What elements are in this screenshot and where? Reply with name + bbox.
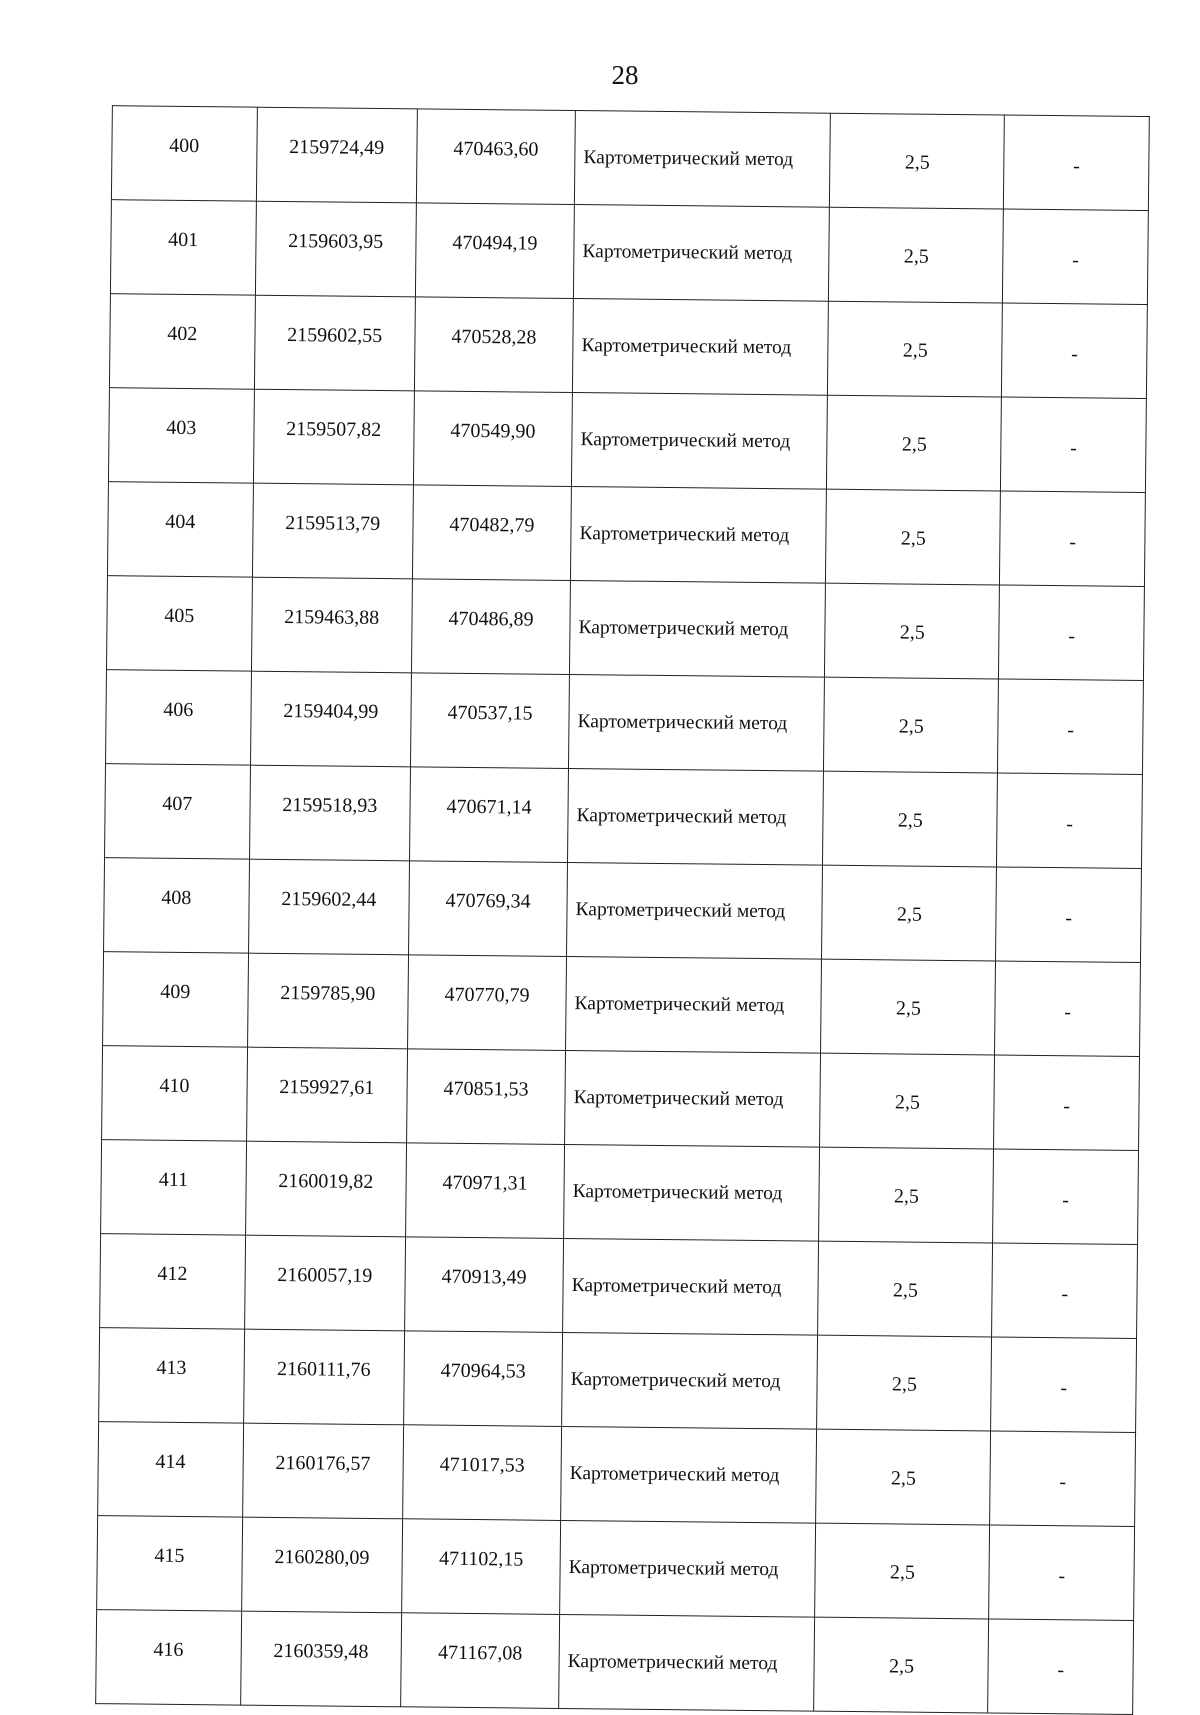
note-cell: - [992,1243,1138,1339]
note-cell: - [996,867,1142,963]
method-cell: Картометрический метод [572,393,828,490]
method-cell: Картометрический метод [566,956,822,1053]
accuracy-cell: 2,5 [824,677,999,773]
table-row [109,294,1147,399]
point-number-cell: 402 [109,294,254,390]
note-cell: - [989,1525,1135,1621]
x-coordinate-cell: 2160359,48 [240,1611,401,1707]
note-cell: - [1001,397,1147,493]
accuracy-cell: 2,5 [819,1147,994,1243]
method-cell: Картометрический метод [573,205,829,302]
point-number-cell: 404 [107,482,252,578]
y-coordinate-cell: 470913,49 [404,1237,563,1333]
accuracy-cell: 2,5 [828,301,1003,397]
method-cell: Картометрический метод [570,581,826,678]
method-cell: Картометрический метод [562,1332,818,1429]
coordinates-table [95,105,1150,1715]
table-row [98,1422,1136,1527]
accuracy-cell: 2,5 [817,1335,992,1431]
y-coordinate-cell: 470964,53 [403,1331,562,1427]
table-row [99,1328,1137,1433]
x-coordinate-cell: 2159724,49 [256,107,417,203]
x-coordinate-cell: 2159507,82 [253,389,414,485]
x-coordinate-cell: 2159603,95 [255,201,416,297]
y-coordinate-cell: 470769,34 [408,861,567,957]
method-cell: Картометрический метод [571,487,827,584]
accuracy-cell: 2,5 [825,583,1000,679]
method-cell: Картометрический метод [574,111,830,208]
y-coordinate-cell: 470482,79 [412,485,571,581]
point-number-cell: 403 [108,388,253,484]
x-coordinate-cell: 2159602,55 [254,295,415,391]
table-row [110,200,1148,305]
point-number-cell: 413 [99,1328,244,1424]
method-cell: Картометрический метод [569,675,825,772]
x-coordinate-cell: 2159602,44 [248,859,409,955]
method-cell: Картометрический метод [573,299,829,396]
note-cell: - [991,1337,1137,1433]
y-coordinate-cell: 470486,89 [411,579,570,675]
accuracy-cell: 2,5 [829,207,1004,303]
x-coordinate-cell: 2159518,93 [249,765,410,861]
y-coordinate-cell: 470549,90 [413,391,572,487]
table-row [97,1516,1135,1621]
accuracy-cell: 2,5 [820,1053,995,1149]
accuracy-cell: 2,5 [814,1617,989,1713]
point-number-cell: 400 [111,106,256,202]
method-cell: Картометрический метод [560,1520,816,1617]
table-row [100,1234,1138,1339]
y-coordinate-cell: 470463,60 [416,109,575,205]
y-coordinate-cell: 470851,53 [406,1049,565,1145]
accuracy-cell: 2,5 [815,1523,990,1619]
point-number-cell: 416 [96,1610,241,1706]
x-coordinate-cell: 2160057,19 [244,1235,405,1331]
point-number-cell: 409 [103,952,248,1048]
table-row [101,1140,1139,1245]
table-row [107,482,1145,587]
page-number: 28 [611,60,639,90]
table-row [96,1610,1134,1715]
y-coordinate-cell: 470671,14 [409,767,568,863]
method-cell: Картометрический метод [559,1614,815,1711]
note-cell: - [1000,491,1146,587]
x-coordinate-cell: 2160176,57 [242,1423,403,1519]
y-coordinate-cell: 471167,08 [401,1613,560,1709]
y-coordinate-cell: 470537,15 [410,673,569,769]
x-coordinate-cell: 2159927,61 [246,1047,407,1143]
accuracy-cell: 2,5 [816,1429,991,1525]
point-number-cell: 410 [102,1046,247,1142]
point-number-cell: 401 [110,200,255,296]
x-coordinate-cell: 2160111,76 [243,1329,404,1425]
point-number-cell: 405 [106,576,251,672]
x-coordinate-cell: 2159513,79 [252,483,413,579]
table-row [111,106,1149,211]
y-coordinate-cell: 471017,53 [402,1425,561,1521]
method-cell: Картометрический метод [564,1144,820,1241]
x-coordinate-cell: 2160280,09 [241,1517,402,1613]
y-coordinate-cell: 471102,15 [401,1519,560,1615]
method-cell: Картометрический метод [565,1050,821,1147]
note-cell: - [997,773,1143,869]
method-cell: Картометрический метод [568,768,824,865]
method-cell: Картометрический метод [563,1238,819,1335]
note-cell: - [990,1431,1136,1527]
accuracy-cell: 2,5 [818,1241,993,1337]
y-coordinate-cell: 470528,28 [414,297,573,393]
y-coordinate-cell: 470494,19 [415,203,574,299]
point-number-cell: 407 [105,764,250,860]
point-number-cell: 414 [98,1422,243,1518]
accuracy-cell: 2,5 [823,771,998,867]
table-row [104,858,1142,963]
x-coordinate-cell: 2160019,82 [245,1141,406,1237]
table-row [105,764,1143,869]
method-cell: Картометрический метод [561,1426,817,1523]
note-cell: - [1002,303,1148,399]
point-number-cell: 415 [97,1516,242,1612]
note-cell: - [995,961,1141,1057]
accuracy-cell: 2,5 [822,865,997,961]
x-coordinate-cell: 2159463,88 [251,577,412,673]
y-coordinate-cell: 470971,31 [405,1143,564,1239]
note-cell: - [1004,115,1150,211]
x-coordinate-cell: 2159785,90 [247,953,408,1049]
table-row [108,388,1146,493]
point-number-cell: 406 [106,670,251,766]
point-number-cell: 408 [104,858,249,954]
table-row [106,576,1144,681]
table-row [102,1046,1140,1151]
note-cell: - [1003,209,1149,305]
table-body [96,106,1150,1715]
point-number-cell: 412 [100,1234,245,1330]
table-row [106,670,1144,775]
table-row [103,952,1141,1057]
note-cell: - [994,1055,1140,1151]
note-cell: - [998,679,1144,775]
method-cell: Картометрический метод [567,862,823,959]
accuracy-cell: 2,5 [830,113,1005,209]
y-coordinate-cell: 470770,79 [407,955,566,1051]
point-number-cell: 411 [101,1140,246,1236]
accuracy-cell: 2,5 [821,959,996,1055]
note-cell: - [999,585,1145,681]
accuracy-cell: 2,5 [827,395,1002,491]
note-cell: - [988,1619,1134,1715]
accuracy-cell: 2,5 [826,489,1001,585]
x-coordinate-cell: 2159404,99 [250,671,411,767]
note-cell: - [993,1149,1139,1245]
